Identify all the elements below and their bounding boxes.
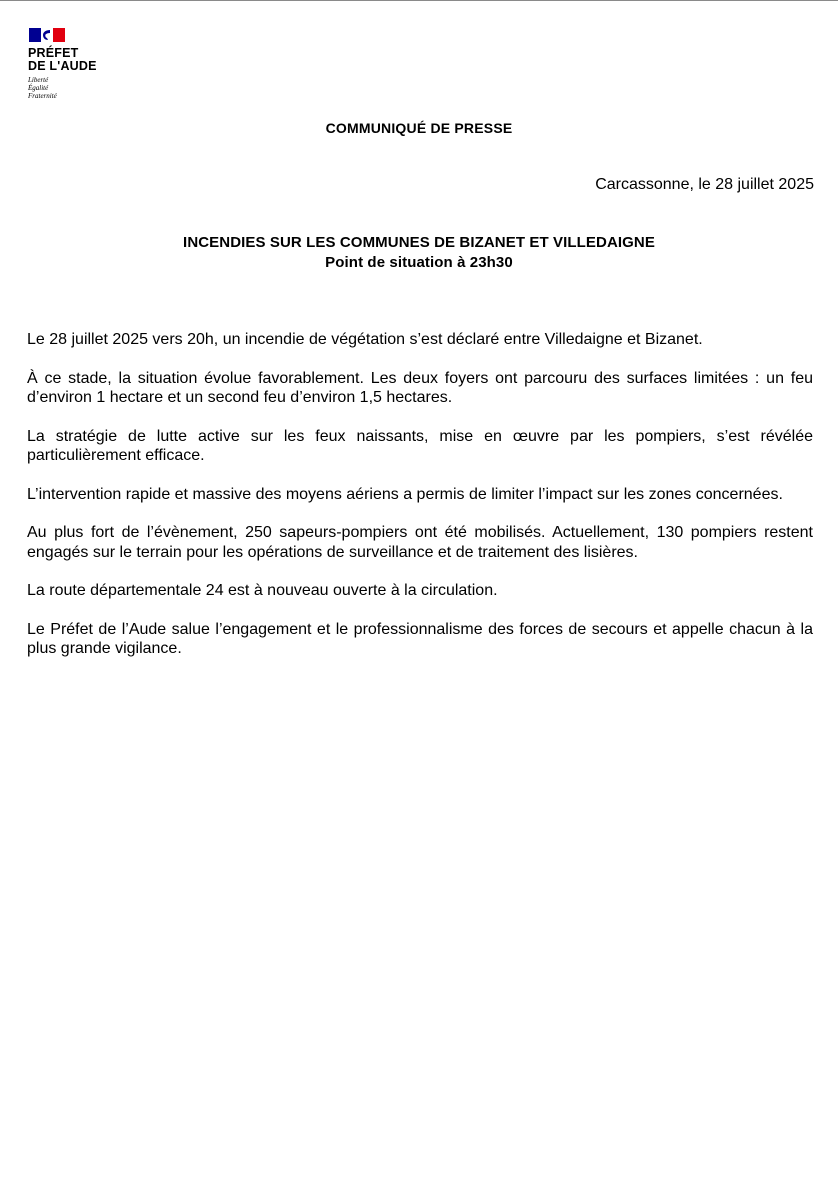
paragraph: La stratégie de lutte active sur les feux naissants, mise en œuvre par les pompiers, s’est révélée particulièrement efficace. — [27, 427, 813, 464]
prefecture-logo — [28, 28, 148, 100]
republic-motto — [28, 76, 148, 100]
marianne-icon — [41, 29, 51, 41]
motto-fraternite: Fraternité — [28, 92, 57, 100]
dateline: Carcassonne, le 28 juillet 2025 — [595, 176, 814, 193]
body-text — [27, 330, 813, 678]
paragraph: Au plus fort de l’évènement, 250 sapeurs-pompiers ont été mobilisés. Actuellement, 130 pompiers restent engagés sur le terrain pour les opérations de surveillance et de traitement des lisières. — [27, 524, 813, 561]
paragraph: L’intervention rapide et massive des moyens aériens a permis de limiter l’impact sur les zones concernées. — [27, 485, 783, 503]
logo-title-line-1: PRÉFET — [28, 46, 79, 60]
motto-egalite: Égalité — [28, 84, 49, 92]
paragraph: Le Préfet de l’Aude salue l’engagement et le professionnalisme des forces de secours et appelle chacun à la plus grande vigilance. — [27, 620, 813, 657]
press-release-heading: COMMUNIQUÉ DE PRESSE — [325, 120, 513, 136]
document-title: INCENDIES SUR LES COMMUNES DE BIZANET ET VILLEDAIGNE — [183, 234, 655, 251]
paragraph: À ce stade, la situation évolue favorablement. Les deux foyers ont parcouru des surfaces limitées : un feu d’environ 1 hectare et un second feu d’environ 1,5 hectares. — [27, 369, 813, 406]
page-top-border — [0, 0, 838, 1]
paragraph: Le 28 juillet 2025 vers 20h, un incendie de végétation s’est déclaré entre Villedaigne et Bizanet. — [27, 331, 703, 348]
paragraph: La route départementale 24 est à nouveau ouverte à la circulation. — [27, 582, 498, 599]
french-flag-icon — [29, 28, 65, 42]
logo-title — [28, 47, 148, 73]
motto-liberte: Liberté — [28, 76, 49, 84]
document-title-block — [0, 233, 838, 273]
document-subtitle: Point de situation à 23h30 — [325, 254, 513, 271]
logo-title-line-2: DE L'AUDE — [28, 59, 97, 73]
